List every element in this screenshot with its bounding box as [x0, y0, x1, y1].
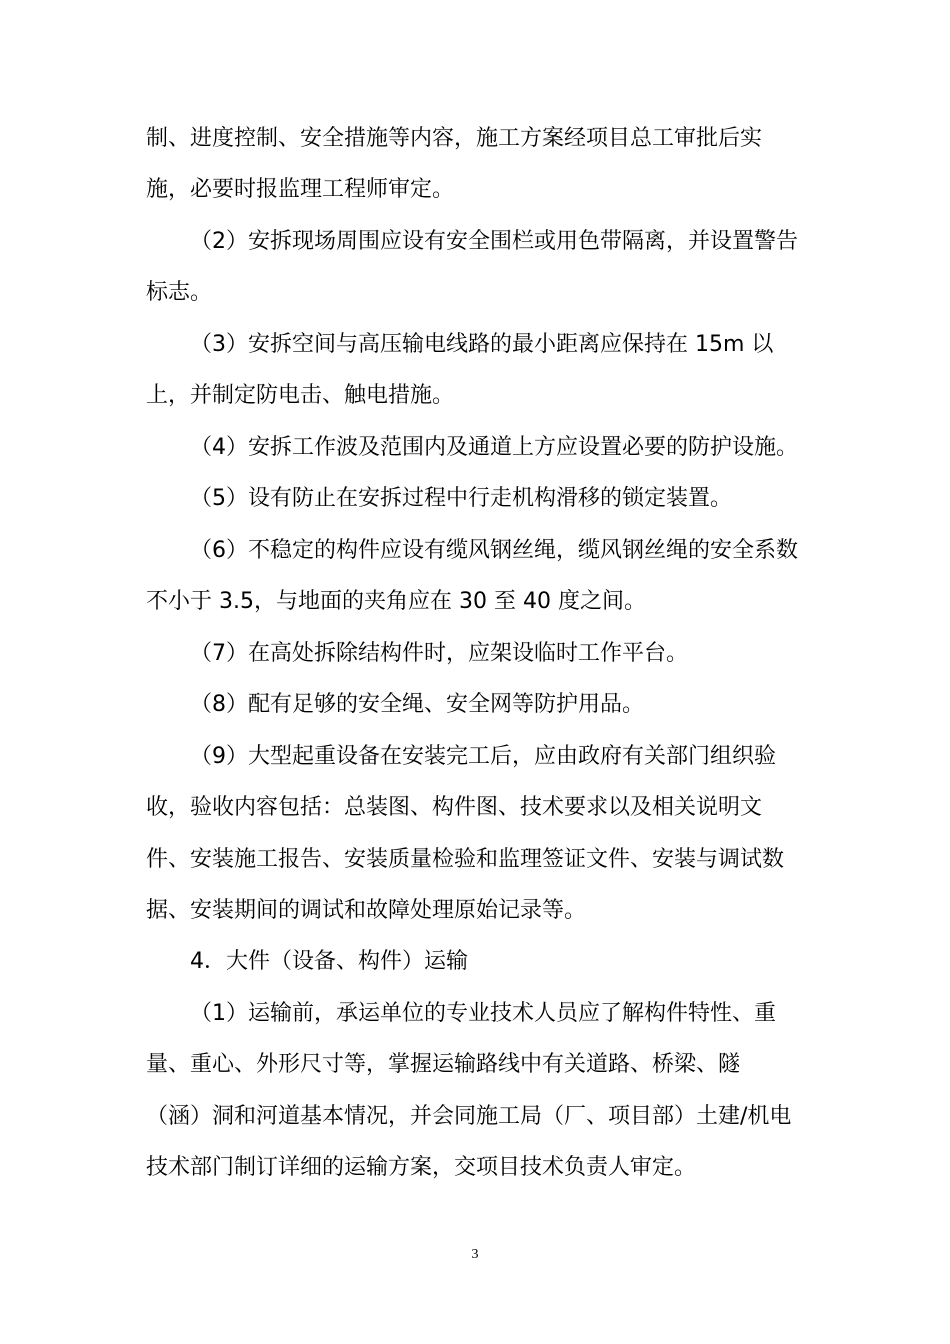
- text-line: （8）配有足够的安全绳、安全网等防护用品。: [190, 692, 644, 717]
- text-line: （7）在高处拆除结构件时，应架设临时工作平台。: [190, 641, 688, 666]
- text-line: （4）安拆工作波及范围内及通道上方应设置必要的防护设施。: [190, 435, 798, 460]
- text-line: 件、安装施工报告、安装质量检验和监理签证文件、安装与调试数: [146, 847, 785, 872]
- text-line: 技术部门制订详细的运输方案，交项目技术负责人审定。: [146, 1155, 697, 1180]
- text-line: 标志。: [146, 280, 213, 305]
- page-number: 3: [471, 1247, 479, 1262]
- text-line: （涵）洞和河道基本情况，并会同施工局（厂、项目部）土建/机电: [146, 1104, 792, 1129]
- section-heading: 4．大件（设备、构件）运输: [190, 949, 468, 974]
- text-line: （9）大型起重设备在安装完工后，应由政府有关部门组织验: [190, 744, 776, 769]
- text-line: （3）安拆空间与高压输电线路的最小距离应保持在 15m 以: [190, 332, 774, 357]
- text-line: （5）设有防止在安拆过程中行走机构滑移的锁定装置。: [190, 486, 732, 511]
- text-line: 不小于 3.5，与地面的夹角应在 30 至 40 度之间。: [146, 589, 646, 614]
- text-line: 上，并制定防电击、触电措施。: [146, 383, 455, 408]
- text-line: （1）运输前，承运单位的专业技术人员应了解构件特性、重: [190, 1001, 776, 1026]
- text-line: （6）不稳定的构件应设有缆风钢丝绳，缆风钢丝绳的安全系数: [190, 538, 798, 563]
- text-line: 施，必要时报监理工程师审定。: [146, 177, 455, 202]
- text-line: （2）安拆现场周围应设有安全围栏或用色带隔离，并设置警告: [190, 229, 798, 254]
- text-line: 制、进度控制、安全措施等内容，施工方案经项目总工审批后实: [146, 126, 763, 151]
- text-line: 据、安装期间的调试和故障处理原始记录等。: [146, 898, 587, 923]
- text-line: 量、重心、外形尺寸等，掌握运输路线中有关道路、桥梁、隧: [146, 1052, 741, 1077]
- text-line: 收，验收内容包括：总装图、构件图、技术要求以及相关说明文: [146, 795, 763, 820]
